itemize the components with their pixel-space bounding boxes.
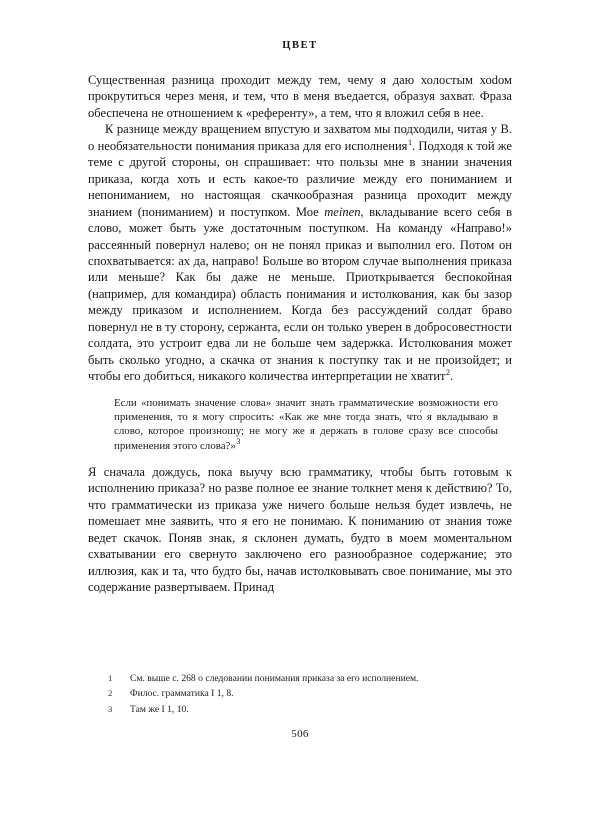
footnote-ref-2[interactable]: 2 [446,367,451,377]
paragraph-2-part-a: К разнице между вращением впустую и захватом мы подходили, читая у В. о необязательности понимания приказа для его исполнения [88,122,512,153]
footnote-ref-3[interactable]: 3 [236,436,241,446]
footnote-item [108,671,512,686]
footnote-number: 1 [108,673,113,683]
footnote-number: 3 [108,703,113,714]
page-number: 506 [291,728,309,740]
paragraph-2-part-c: , вкладывание всего себя в слово, может быть уже достаточным поступком. На команду «Направо!» рассеянный повернул налево; он не понял приказ и выполнил его. Потом он спохватывается: ах да, направо! Больше во втором случае выполнения приказа или меньше? Как бы даже не меньше. Приоткрывается беспокойная (например, для командира) область понимания и истолкования, как бы зазор между приказом и исполнением. Когда без рассуждений солдат браво повернул не в ту сторону, сержанта, если он только уверен в добросовестности солдата, это устроит едва ли не больше чем задержка. Истолкования может быть сколько угодно, а скачка от знания к поступку так и не произойдет; и чтобы его добиться, никакого количества интерпретации не хватит [88,204,512,384]
running-head: ЦВЕТ [282,40,318,51]
footnote-item [108,702,512,717]
footnote-text: Филос. грамматика I 1, 8. [130,688,234,700]
paragraph-3: Я сначала дождусь, пока выучу всю грамматику, чтобы быть готовым к исполнению приказа? но разве полное ее знание толкнет меня к действию? То, что грамматически из приказа уже ничего больше нельзя будет извлечь, не помешает мне заявить, что я его не понимаю. К пониманию от знания тоже ведет скачок. Поняв знак, я склонен думать, будто в моем моментальном схватывании его свернуто заключено его разнообразное содержание; это иллюзия, как и та, что будто бы, начав истолковывать свое понимание, мы это содержание развертываем. Принад [88,464,512,594]
footnotes-section [108,671,512,717]
paragraph-1: Существенная разница проходит между тем, чему я даю холостым хоdом прокрутиться через меня, и тем, что в меня въедается, образуя захват. Фраза обеспечена не отношением к «референту», а тем, что я вложил себя в нее. [88,73,512,120]
paragraph-2 [88,121,512,384]
footnote-text: См. выше с. 268 о следовании понимания приказа за его исполнением. [130,673,419,684]
text-column [88,72,512,595]
paragraph-2-part-b: . Подходя к той же теме с другой стороны, он спрашивает: что пользы мне в знании значения приказа, когда хоть и есть какое-то различие между его пониманием и непониманием, но настоящая скачкообразная разница проходит между знанием (пониманием) и поступком. Мое [88,138,512,219]
footnote-item [108,686,512,701]
quotation-block [88,396,512,453]
footnote-ref-1[interactable]: 1 [407,137,412,147]
quotation-text-wrapper [114,396,498,453]
footnote-number: 2 [108,688,113,699]
paragraph-2-italic-term: meinen [324,204,361,219]
quotation-text: Если «понимать значение слова» значит знать грамматические возможности его применения, то я могу спросить: «Как же мне тогда знать, что́ я вкладываю в слово, которое произношу; не могу же я держать в голове сразу все способы применения этого слова?» [114,396,498,452]
footnote-text: Там же I 1, 10. [130,703,189,715]
paragraph-2-part-d: . [450,369,454,384]
